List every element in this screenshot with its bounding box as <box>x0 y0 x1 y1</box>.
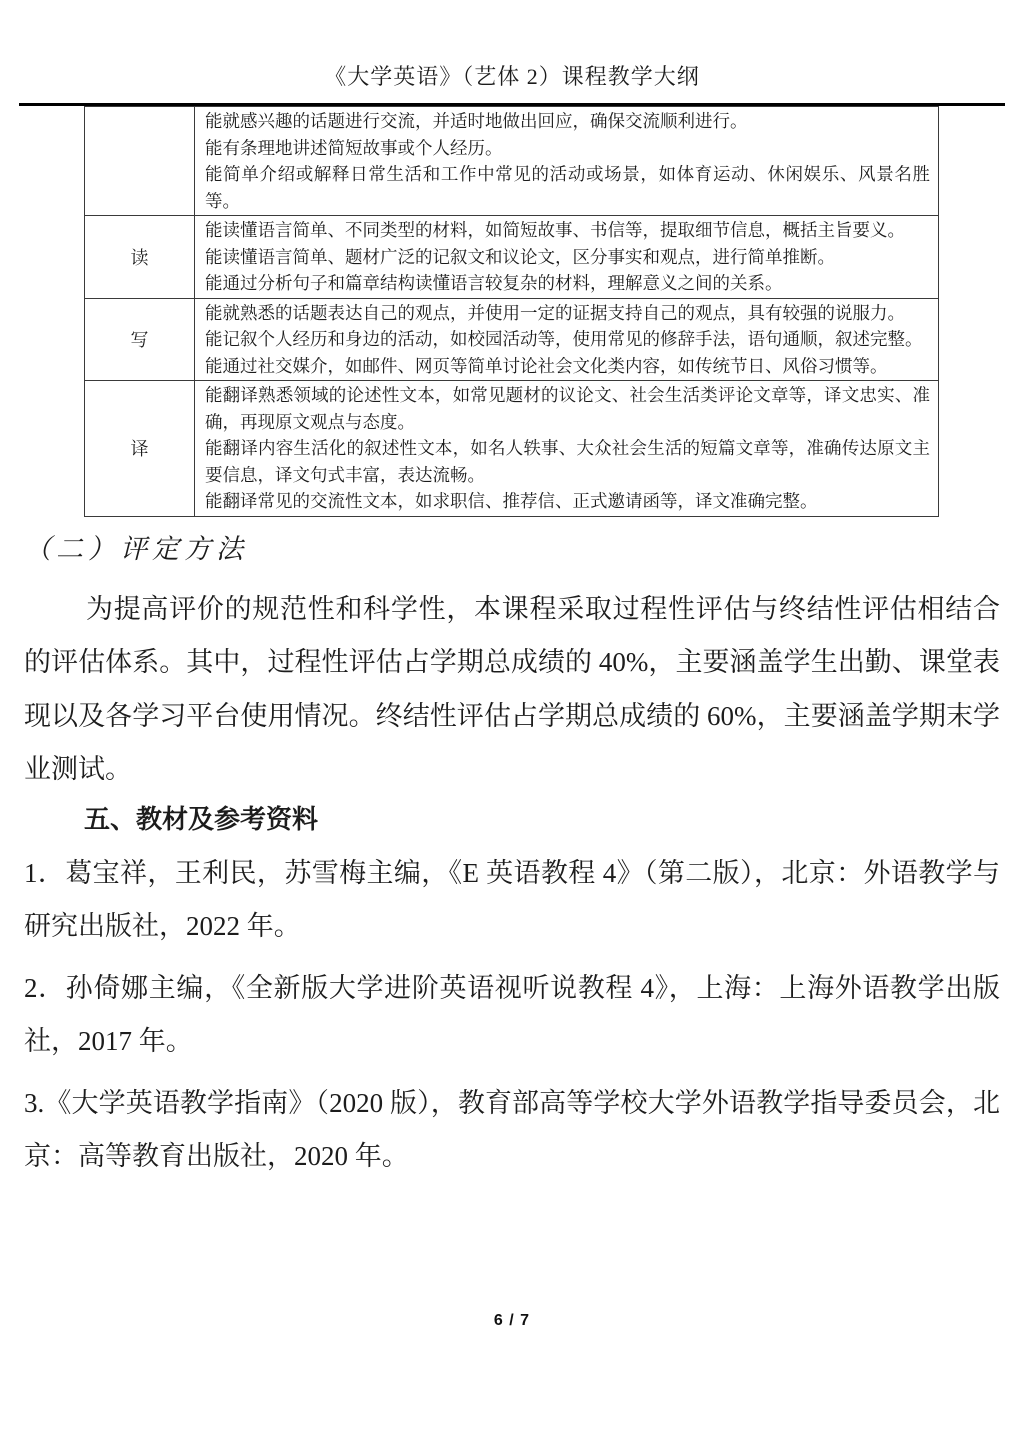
skill-content-cell <box>195 216 939 299</box>
skill-descriptor: 能就熟悉的话题表达自己的观点，并使用一定的证据支持自己的观点，具有较强的说服力。 <box>205 302 905 323</box>
skill-label-cell <box>85 107 195 216</box>
reference-item-3: 3.《大学英语教学指南》（2020 版），教育部高等学校大学外语教学指导委员会，北京：高等教育出版社，2020 年。 <box>24 1087 1000 1171</box>
skill-descriptor: 能翻译常见的交流性文本，如求职信、推荐信、正式邀请函等，译文准确完整。 <box>205 491 818 511</box>
table-row-speaking-cont <box>85 107 939 216</box>
table-row-translation <box>85 381 939 517</box>
document-title: 《大学英语》（艺体 2）课程教学大纲 <box>324 64 700 89</box>
table-row-reading <box>85 216 939 299</box>
skill-descriptor: 能有条理地讲述简短故事或个人经历。 <box>205 137 503 158</box>
skill-descriptor: 能就感兴趣的话题进行交流，并适时地做出回应，确保交流顺利进行。 <box>205 111 748 131</box>
section-heading-evaluation-method: （二）评定方法 <box>24 533 248 564</box>
section-heading-materials: 五、教材及参考资料 <box>84 803 319 834</box>
skill-content-cell <box>195 381 939 517</box>
skill-label-cell: 译 <box>85 381 195 517</box>
skill-content-cell <box>195 298 939 381</box>
page-number: 6 / 7 <box>493 1312 531 1329</box>
skill-descriptor: 能通过分析句子和篇章结构读懂语言较复杂的材料，理解意义之间的关系。 <box>205 273 783 293</box>
skill-label-cell: 写 <box>85 298 195 381</box>
reference-item-1: 1．葛宝祥，王利民，苏雪梅主编，《E 英语教程 4》（第二版），北京：外语教学与研究出版社，2022 年。 <box>24 857 1000 941</box>
reference-item-2: 2．孙倚娜主编，《全新版大学进阶英语视听说教程 4》，上海：上海外语教学出版社，2017 年。 <box>24 972 1000 1056</box>
skill-label-cell: 读 <box>85 216 195 299</box>
evaluation-method-paragraph: 为提高评价的规范性和科学性，本课程采取过程性评估与终结性评估相结合的评估体系。其中，过程性评估占学期总成绩的 40%，主要涵盖学生出勤、课堂表现以及各学习平台使用情况。终结性评估占学期总成绩的 60%，主要涵盖学期末学业测试。 <box>24 593 1000 784</box>
skill-descriptor: 能读懂语言简单、不同类型的材料，如简短故事、书信等，提取细节信息，概括主旨要义。 <box>205 220 905 240</box>
skill-descriptor: 能翻译内容生活化的叙述性文本，如名人轶事、大众社会生活的短篇文章等，准确传达原文主要信息，译文句式丰富，表达流畅。 <box>205 438 930 485</box>
skill-descriptor: 能简单介绍或解释日常生活和工作中常见的活动或场景，如体育运动、休闲娱乐、风景名胜等。 <box>205 164 930 211</box>
page-footer <box>0 1312 1024 1330</box>
table-row-writing <box>85 298 939 381</box>
skills-table <box>84 106 939 517</box>
skill-descriptor: 能读懂语言简单、题材广泛的记叙文和议论文，区分事实和观点，进行简单推断。 <box>205 246 835 267</box>
skill-descriptor: 能通过社交媒介，如邮件、网页等简单讨论社会文化类内容，如传统节日、风俗习惯等。 <box>205 355 888 376</box>
skill-descriptor: 能翻译熟悉领域的论述性文本，如常见题材的议论文、社会生活类评论文章等，译文忠实、准确，再现原文观点与态度。 <box>205 385 930 432</box>
skill-content-cell <box>195 107 939 216</box>
skill-descriptor: 能记叙个人经历和身边的活动，如校园活动等，使用常见的修辞手法，语句通顺，叙述完整。 <box>205 329 923 349</box>
